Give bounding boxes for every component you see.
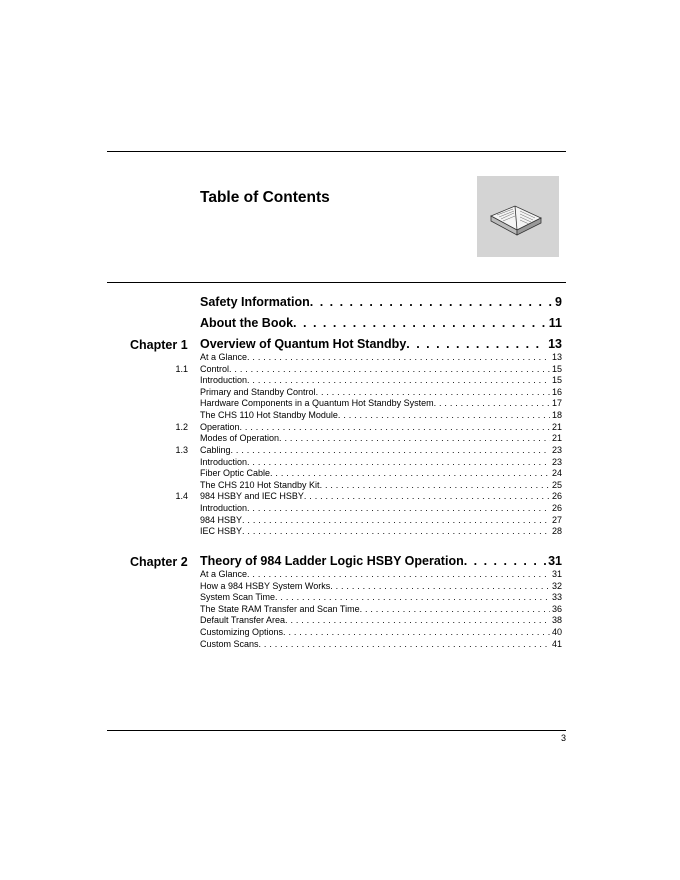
- toc-entry-title: Default Transfer Area: [200, 615, 286, 626]
- toc-entry-title: Modes of Operation: [200, 433, 280, 444]
- toc-entry-title: Safety Information: [200, 295, 310, 309]
- toc-entry-page: 15: [551, 363, 562, 374]
- dot-leader: [283, 627, 550, 637]
- chapter-label: Chapter 2: [130, 555, 188, 569]
- toc-entry-title: 984 HSBY: [200, 514, 243, 525]
- toc-entry-title: Operation: [200, 421, 240, 432]
- toc-entry-page: 9: [555, 295, 562, 309]
- toc-entry[interactable]: [200, 491, 562, 501]
- toc-entry[interactable]: [200, 480, 562, 490]
- toc-entry-page: 23: [551, 444, 562, 455]
- toc-entry[interactable]: [200, 364, 562, 374]
- bottom-rule: [107, 730, 566, 731]
- toc-entry-page: 28: [551, 526, 562, 537]
- toc-entry[interactable]: [200, 398, 562, 408]
- toc-entry-title: The CHS 110 Hot Standby Module: [200, 410, 338, 421]
- dot-leader: [242, 515, 550, 525]
- toc-entry-page: 36: [551, 603, 562, 614]
- toc-entry-title: Customizing Options: [200, 627, 284, 638]
- toc-entry-page: 18: [551, 410, 562, 421]
- toc-entry-title: The CHS 210 Hot Standby Kit: [200, 479, 320, 490]
- toc-entry-title: At a Glance: [200, 352, 248, 362]
- toc-entry[interactable]: [200, 445, 562, 455]
- toc-entry-page: 27: [551, 514, 562, 525]
- toc-entry-page: 33: [551, 592, 562, 603]
- toc-entry-title: Theory of 984 Ladder Logic HSBY Operation: [200, 554, 464, 568]
- dot-leader: [304, 491, 550, 501]
- dot-leader: [231, 445, 550, 455]
- toc-entry[interactable]: [200, 422, 562, 432]
- middle-rule: [107, 282, 566, 283]
- toc-entry-page: 40: [551, 627, 562, 638]
- dot-leader: [279, 433, 550, 443]
- book-illustration: [477, 176, 559, 257]
- toc-entry[interactable]: [200, 433, 562, 443]
- toc-entry[interactable]: [200, 526, 562, 536]
- toc-entry-title: How a 984 HSBY System Works: [200, 580, 331, 591]
- dot-leader: [316, 387, 550, 397]
- toc-entry-page: 21: [551, 433, 562, 444]
- dot-leader: [330, 581, 550, 591]
- toc-entry-page: 21: [551, 421, 562, 432]
- toc-entry[interactable]: [200, 604, 562, 614]
- toc-entry-title: About the Book: [200, 316, 294, 330]
- toc-entry-title: Cabling: [200, 444, 231, 455]
- dot-leader: [320, 480, 550, 490]
- toc-entry-title: Overview of Quantum Hot Standby: [200, 337, 407, 351]
- dot-leader: [434, 398, 550, 408]
- toc-entry[interactable]: [200, 503, 562, 513]
- dot-leader: [240, 422, 550, 432]
- dot-leader: [464, 554, 546, 568]
- dot-leader: [270, 468, 550, 478]
- toc-entry[interactable]: [200, 375, 562, 385]
- toc-entry-title: Introduction: [200, 503, 248, 514]
- chapter-label: Chapter 1: [130, 338, 188, 352]
- toc-entry-page: 38: [551, 615, 562, 626]
- dot-leader: [247, 375, 550, 385]
- toc-entry-title: Control: [200, 363, 230, 374]
- dot-leader: [247, 352, 550, 362]
- dot-leader: [229, 364, 550, 374]
- section-number: 1.3: [175, 444, 188, 455]
- toc-entry[interactable]: [200, 468, 562, 478]
- toc-major-entry[interactable]: [200, 316, 562, 330]
- toc-major-entry[interactable]: [200, 295, 562, 309]
- toc-major-entry[interactable]: [200, 337, 562, 351]
- toc-entry[interactable]: [200, 457, 562, 467]
- toc-entry-page: 31: [551, 569, 562, 579]
- toc-entry-page: 25: [551, 479, 562, 490]
- toc-entry-page: 11: [548, 316, 562, 330]
- dot-leader: [285, 615, 550, 625]
- toc-entry-page: 32: [551, 580, 562, 591]
- toc-entry[interactable]: [200, 592, 562, 602]
- dot-leader: [259, 639, 550, 649]
- toc-entry-title: At a Glance: [200, 569, 248, 579]
- toc-entry[interactable]: [200, 410, 562, 420]
- dot-leader: [360, 604, 550, 614]
- toc-entry-page: 16: [551, 386, 562, 397]
- toc-entry-page: 13: [548, 337, 562, 351]
- toc-entry[interactable]: [200, 352, 562, 362]
- page-title: Table of Contents: [200, 189, 330, 206]
- section-number: 1.2: [175, 421, 188, 432]
- toc-entry[interactable]: [200, 615, 562, 625]
- toc-entry[interactable]: [200, 581, 562, 591]
- section-number: 1.4: [175, 491, 188, 502]
- toc-entry-title: The State RAM Transfer and Scan Time: [200, 603, 360, 614]
- toc-entry[interactable]: [200, 387, 562, 397]
- toc-entry[interactable]: [200, 639, 562, 649]
- toc-entry-title: Custom Scans: [200, 638, 259, 649]
- toc-entry-title: Hardware Components in a Quantum Hot Standby System: [200, 398, 434, 409]
- dot-leader: [275, 592, 550, 602]
- toc-entry-page: 15: [551, 375, 562, 386]
- toc-entry-page: 17: [551, 398, 562, 409]
- toc-entry-title: Introduction: [200, 375, 248, 386]
- section-number: 1.1: [175, 363, 188, 374]
- dot-leader: [247, 457, 550, 467]
- toc-entry-page: 23: [551, 456, 562, 467]
- dot-leader: [406, 337, 546, 351]
- dot-leader: [242, 526, 550, 536]
- dot-leader: [293, 316, 547, 330]
- toc-entry-title: 984 HSBY and IEC HSBY: [200, 491, 304, 502]
- dot-leader: [310, 295, 553, 309]
- toc-entry[interactable]: [200, 627, 562, 637]
- toc-major-entry[interactable]: [200, 554, 562, 568]
- toc-entry-title: Fiber Optic Cable: [200, 468, 271, 479]
- toc-entry-title: System Scan Time: [200, 592, 276, 603]
- dot-leader: [247, 503, 550, 513]
- toc-entry[interactable]: [200, 569, 562, 579]
- toc-entry-page: 26: [551, 503, 562, 514]
- toc-entry-page: 26: [551, 491, 562, 502]
- dot-leader: [247, 569, 550, 579]
- toc-entry-page: 31: [548, 554, 562, 568]
- page-number: 3: [560, 733, 566, 743]
- top-rule: [107, 151, 566, 152]
- toc-entry-page: 41: [551, 638, 562, 649]
- toc-entry[interactable]: [200, 515, 562, 525]
- toc-entry-title: Primary and Standby Control: [200, 386, 316, 397]
- toc-entry-page: 13: [551, 352, 562, 362]
- dot-leader: [338, 410, 550, 420]
- open-book-icon: [477, 176, 559, 257]
- toc-entry-page: 24: [551, 468, 562, 479]
- toc-entry-title: IEC HSBY: [200, 526, 243, 537]
- toc-entry-title: Introduction: [200, 456, 248, 467]
